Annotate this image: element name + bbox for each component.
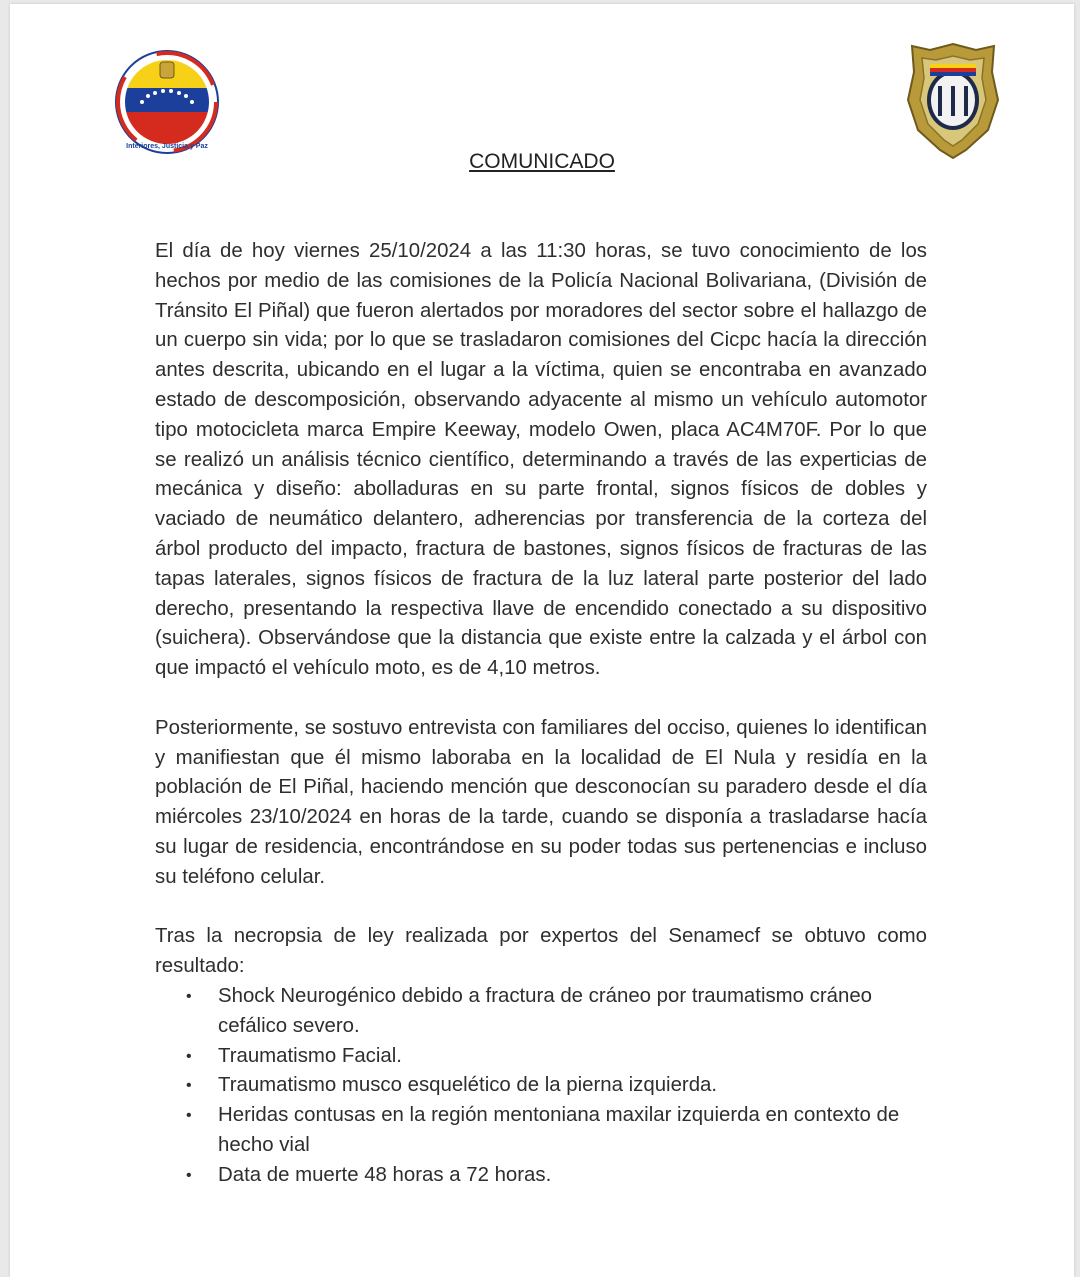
bullet-icon: • [186, 1107, 192, 1125]
list-item: • Traumatismo Facial. [218, 1042, 927, 1072]
list-item: • Traumatismo musco esquelético de la pierna izquierda. [218, 1071, 927, 1101]
bullet-icon: • [186, 1077, 192, 1095]
paragraph-interview: Posteriormente, se sostuvo entrevista con familiares del occiso, quienes lo identifican y manifiestan que él mismo laboraba en la localidad de El Nula y residía en la población de El Piñal, haciendo mención que desconocían su paradero desde el día miércoles 23/10/2024 en horas de la tarde, cuando se disponía a trasladarse hacía su lugar de residencia, encontrándose en su poder todas sus pertenencias e incluso su teléfono celular. [155, 716, 927, 888]
document-title: COMUNICADO [469, 150, 615, 173]
list-item: • Data de muerte 48 horas a 72 horas. [218, 1161, 927, 1191]
bullet-icon: • [186, 1166, 192, 1184]
svg-text:Interiores, Justicia y Paz: Interiores, Justicia y Paz [126, 143, 208, 150]
document-body [155, 237, 927, 1191]
bullet-icon: • [186, 987, 192, 1005]
paragraph-incident: El día de hoy viernes 25/10/2024 a las 11:30 horas, se tuvo conocimiento de los hechos por medio de las comisiones de la Policía Nacional Bolivariana, (División de Tránsito El Piñal) que fueron alertados por moradores del sector sobre el hallazgo de un cuerpo sin vida; por lo que se trasladaron comisiones del Cicpc hacía la dirección antes descrita, ubicando en el lugar a la víctima, quien se encontraba en avanzado estado de descomposición, observando adyacente al mismo un vehículo automotor tipo motocicleta marca Empire Keeway, modelo Owen, placa AC4M70F. Por lo que se realizó un análisis técnico científico, determinando a través de las experticias de mecánica y diseño: abolladuras en su parte frontal, signos físicos de dobles y vaciado de neumático delantero, adherencias por transferencia de la corteza del árbol producto del impacto, fractura de bastones, signos físicos de fracturas de las tapas laterales, signos físicos de fractura de la luz lateral parte posterior del lado derecho, presentando la respectiva llave de encendido conectado a su dispositivo (suichera). Observándose que la distancia que existe entre la calzada y el árbol con que impactó el vehículo moto, es de 4,10 metros. [155, 240, 927, 680]
paragraph-necropsy-intro: Tras la necropsia de ley realizada por expertos del Senamecf se obtuvo como resultado: [155, 925, 927, 978]
bullet-icon: • [186, 1047, 192, 1065]
document-page [10, 4, 1074, 1277]
ministerio-seal-icon [102, 50, 232, 156]
cicpc-badge-icon [906, 42, 1000, 160]
list-item: • Shock Neurogénico debido a fractura de cráneo por traumatismo cráneo cefálico severo. [218, 982, 927, 1042]
list-item: • Heridas contusas en la región mentoniana maxilar izquierda en contexto de hecho vial [218, 1101, 927, 1161]
results-list [155, 982, 927, 1191]
